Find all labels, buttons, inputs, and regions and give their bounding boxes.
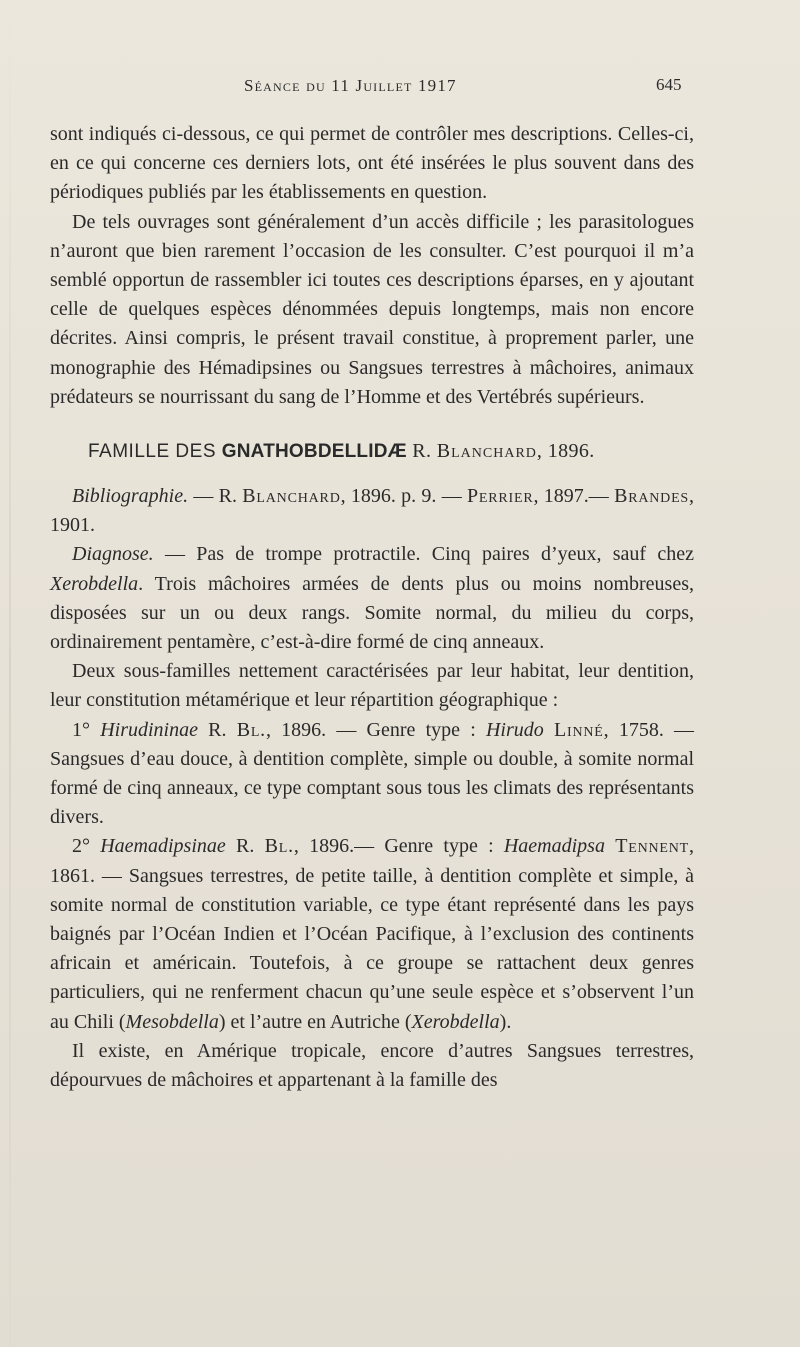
subfamily-2-text-3: ) et l’autre en Autriche ( bbox=[218, 1010, 412, 1033]
subfamily-2-author-prefix: R. bbox=[225, 835, 265, 858]
diagnosis-label: Diagnose. bbox=[72, 543, 154, 566]
subfamily-1-author: Bl. bbox=[236, 718, 266, 741]
family-author-prefix: R. bbox=[406, 440, 437, 463]
bibliography-ref-1: , 1896. p. 9. — bbox=[340, 485, 467, 508]
paragraph-monograph-purpose: De tels ouvrages sont généralement d’un accès difficile ; les parasitologues n’auront que bien rarement l’occasion de les consulter. C’est pourquoi il m’a semblé opportun de rassembler ici toutes ces descriptions éparses, en y ajoutant celle de quelques espèces dénommées depuis longtemps, mais non encore décrites. Ainsi compris, le présent travail constitue, à proprement parler, une monographie des Hémadipsines ou Sangsues terrestres à mâchoires, animaux prédateurs se nourrissant du sang de l’Homme et des Vertébrés supérieurs. bbox=[50, 210, 694, 408]
final-paragraph: Il existe, en Amérique tropicale, encore d’autres Sangsues terrestres, dépourvues de mâchoires et appartenant à la famille des bbox=[50, 1039, 694, 1092]
bibliography-author-1: Blanchard bbox=[242, 485, 341, 508]
subfamily-1-text-2: , 1758. — Sangsues d’eau douce, à dentition complète, simple ou double, à somite normal formé de cinq anneaux, ce type comptant sous tous les climats des représentants divers. bbox=[50, 718, 695, 829]
page-shadow-edge bbox=[9, 0, 11, 1347]
subfamily-2-genus-2: Mesobdella bbox=[125, 1010, 219, 1033]
subfamily-2-genus-author-prefix bbox=[605, 835, 615, 857]
family-name: GNATHOBDELLIDÆ bbox=[221, 441, 407, 463]
bibliography-paragraph bbox=[50, 482, 694, 540]
bibliography-label: Bibliographie. bbox=[72, 485, 189, 508]
subfamilies-intro: Deux sous-familles nettement caractérisées par leur habitat, leur dentition, leur constitution métamérique et leur répartition géographique : bbox=[50, 660, 694, 712]
subfamily-1-number: 1° bbox=[72, 718, 101, 741]
page-number: 645 bbox=[656, 75, 682, 94]
subfamily-2-text-4: ). bbox=[499, 1010, 512, 1033]
subfamily-haemadipsinae bbox=[50, 832, 694, 1036]
page-header bbox=[0, 70, 800, 100]
family-heading bbox=[88, 437, 694, 466]
subfamily-1-author-prefix: R. bbox=[197, 718, 237, 741]
diagnosis-text-after: . Trois mâchoires armées de dents plus ou moins nombreuses, disposées sur un ou deux rangs. Somite normal, du milieu du corps, ordinairement pentamère, c’est-à-dire formé de cinq anneaux. bbox=[50, 572, 694, 654]
subfamily-2-genus-author: Tennent bbox=[615, 835, 690, 858]
subfamily-1-genus-author-prefix bbox=[544, 719, 554, 741]
bibliography-dash: — R. bbox=[188, 485, 243, 508]
subfamily-2-genus-3: Xerobdella bbox=[411, 1010, 500, 1033]
family-author: Blanchard bbox=[436, 440, 537, 463]
subfamily-1-genus: Hirudo bbox=[485, 718, 544, 741]
bibliography-ref-2: , 1897.— bbox=[533, 485, 615, 508]
subfamily-1-genus-author: Linné bbox=[553, 718, 604, 741]
bibliography-author-3: Brandes bbox=[614, 485, 690, 508]
paragraph-continuation: sont indiqués ci-dessous, ce qui permet de contrôler mes descriptions. Celles-ci, en ce qui concerne ces derniers lots, ont été insérées le plus souvent dans des périodiques publiés par les établissements en question. bbox=[50, 123, 694, 204]
subfamily-2-genus: Haemadipsa bbox=[503, 835, 605, 858]
running-head: Séance du 11 Juillet 1917 bbox=[244, 76, 457, 95]
subfamily-2-text-2: , 1861. — Sangsues terrestres, de petite taille, à dentition complète et simple, à somite normal de constitution variable, ce type étant représenté dans les pays baignés par l’Océan Indien et l’Océan Pacifique, à l’exclusion des continents africain et américain. Toutefois, à ce groupe se rattachent deux genres particuliers, qui ne renferment chacun qu’une seule espèce et s’observent l’un au Chili ( bbox=[50, 835, 695, 1033]
diagnosis-paragraph bbox=[50, 540, 694, 657]
subfamily-2-text-1: , 1896.— Genre type : bbox=[293, 835, 504, 858]
main-text bbox=[50, 120, 694, 1095]
subfamily-hirudininae bbox=[50, 716, 694, 833]
subfamily-1-text-1: , 1896. — Genre type : bbox=[265, 718, 486, 741]
subfamily-1-name: Hirudininae bbox=[100, 718, 198, 741]
bibliography-ref-3: , 1901. bbox=[50, 485, 695, 537]
diagnosis-text-before: — Pas de trompe protractile. Cinq paires d’yeux, sauf chez bbox=[153, 543, 694, 566]
bibliography-author-2: Perrier bbox=[466, 485, 534, 508]
subfamily-2-name: Haemadipsinae bbox=[100, 835, 226, 858]
subfamily-2-author: Bl. bbox=[264, 835, 294, 858]
diagnosis-genus: Xerobdella bbox=[50, 572, 139, 595]
subfamily-2-number: 2° bbox=[72, 835, 101, 858]
family-label: FAMILLE DES bbox=[88, 441, 222, 463]
family-year: , 1896. bbox=[536, 440, 595, 463]
